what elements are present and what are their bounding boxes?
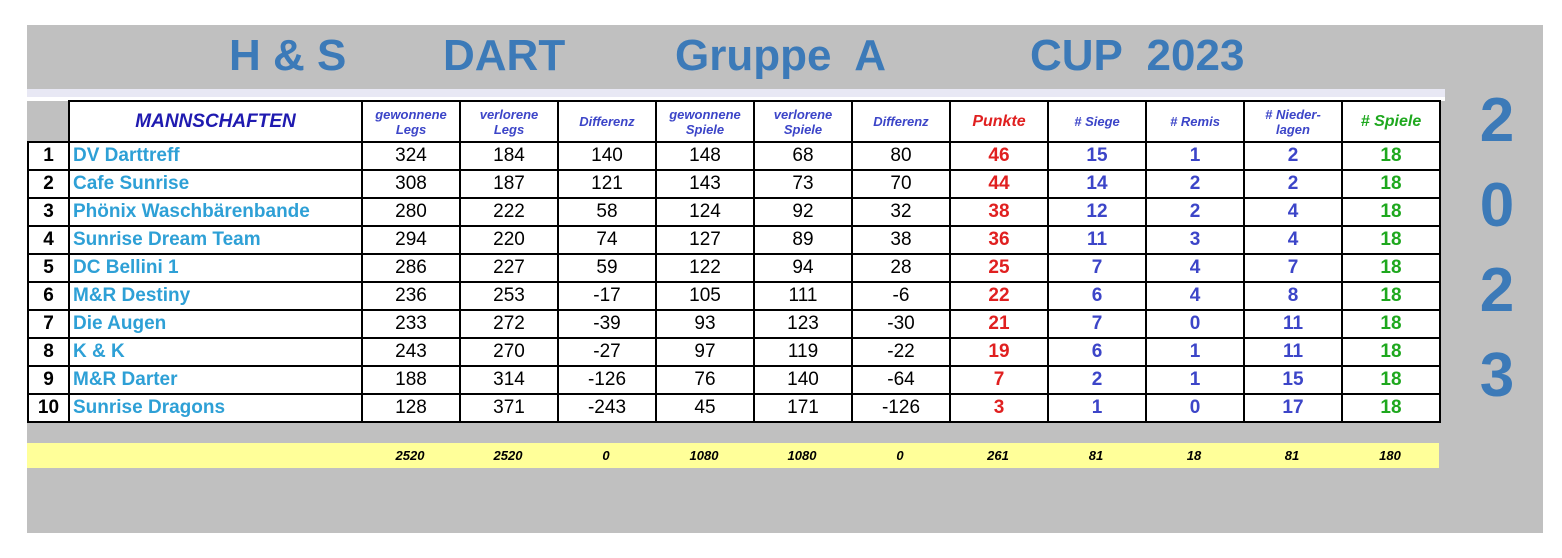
gewonnene-legs-cell[interactable]: 308	[362, 170, 460, 198]
differenz-spiele-cell[interactable]: 32	[852, 198, 950, 226]
differenz-spiele-cell[interactable]: 28	[852, 254, 950, 282]
gewonnene-spiele-cell[interactable]: 76	[656, 366, 754, 394]
header-mannschaften[interactable]: MANNSCHAFTEN	[69, 101, 362, 142]
verlorene-legs-cell[interactable]: 371	[460, 394, 558, 422]
remis-cell[interactable]: 0	[1146, 394, 1244, 422]
header-niederlagen[interactable]: # Nieder- lagen	[1244, 101, 1342, 142]
rank-cell[interactable]: 8	[28, 338, 69, 366]
gewonnene-legs-cell[interactable]: 286	[362, 254, 460, 282]
spiele-cell[interactable]: 18	[1342, 170, 1440, 198]
year-digit-3: 2	[1479, 256, 1515, 325]
siege-cell[interactable]: 14	[1048, 170, 1146, 198]
differenz-spiele-cell[interactable]: 38	[852, 226, 950, 254]
siege-cell[interactable]: 15	[1048, 142, 1146, 170]
rank-cell[interactable]: 1	[28, 142, 69, 170]
verlorene-legs-cell[interactable]: 314	[460, 366, 558, 394]
differenz-legs-cell[interactable]: 74	[558, 226, 656, 254]
rank-cell[interactable]: 2	[28, 170, 69, 198]
gewonnene-legs-cell[interactable]: 233	[362, 310, 460, 338]
header-verlorene-spiele[interactable]: verlorene Spiele	[754, 101, 852, 142]
table-row	[28, 366, 1440, 394]
differenz-spiele-cell[interactable]: 80	[852, 142, 950, 170]
title-hs: H & S	[229, 31, 347, 80]
differenz-legs-cell[interactable]: -243	[558, 394, 656, 422]
siege-cell[interactable]: 6	[1048, 338, 1146, 366]
table-row	[28, 170, 1440, 198]
team-name[interactable]: DV Darttreff	[69, 142, 362, 170]
punkte-cell[interactable]: 22	[950, 282, 1048, 310]
punkte-cell[interactable]: 21	[950, 310, 1048, 338]
verlorene-legs-cell[interactable]: 187	[460, 170, 558, 198]
differenz-legs-cell[interactable]: -39	[558, 310, 656, 338]
total-gewonnene-legs[interactable]: 2520	[395, 448, 425, 463]
niederlagen-cell[interactable]: 15	[1244, 366, 1342, 394]
punkte-cell[interactable]: 3	[950, 394, 1048, 422]
niederlagen-cell[interactable]: 11	[1244, 310, 1342, 338]
gewonnene-spiele-cell[interactable]: 127	[656, 226, 754, 254]
verlorene-legs-cell[interactable]: 184	[460, 142, 558, 170]
year-digit-2: 0	[1479, 171, 1515, 240]
niederlagen-cell[interactable]: 2	[1244, 142, 1342, 170]
differenz-spiele-cell[interactable]: -126	[852, 394, 950, 422]
verlorene-spiele-cell[interactable]: 171	[754, 394, 852, 422]
gewonnene-legs-cell[interactable]: 280	[362, 198, 460, 226]
verlorene-spiele-cell[interactable]: 68	[754, 142, 852, 170]
header-gewonnene-legs[interactable]: gewonnene Legs	[362, 101, 460, 142]
gewonnene-legs-cell[interactable]: 243	[362, 338, 460, 366]
team-name[interactable]: Cafe Sunrise	[69, 170, 362, 198]
siege-cell[interactable]: 1	[1048, 394, 1146, 422]
rank-cell[interactable]: 10	[28, 394, 69, 422]
header-verlorene-legs[interactable]: verlorene Legs	[460, 101, 558, 142]
differenz-spiele-cell[interactable]: -64	[852, 366, 950, 394]
spiele-cell[interactable]: 18	[1342, 366, 1440, 394]
header-punkte[interactable]: Punkte	[950, 101, 1048, 142]
differenz-legs-cell[interactable]: 59	[558, 254, 656, 282]
spiele-cell[interactable]: 18	[1342, 338, 1440, 366]
spiele-cell[interactable]: 18	[1342, 282, 1440, 310]
team-name[interactable]: DC Bellini 1	[69, 254, 362, 282]
spiele-cell[interactable]: 18	[1342, 142, 1440, 170]
gewonnene-spiele-cell[interactable]: 124	[656, 198, 754, 226]
title-dart: DART	[443, 31, 566, 80]
header-remis[interactable]: # Remis	[1146, 101, 1244, 142]
table-row	[28, 338, 1440, 366]
niederlagen-cell[interactable]: 2	[1244, 170, 1342, 198]
siege-cell[interactable]: 6	[1048, 282, 1146, 310]
remis-cell[interactable]: 4	[1146, 282, 1244, 310]
gewonnene-legs-cell[interactable]: 188	[362, 366, 460, 394]
rank-cell[interactable]: 6	[28, 282, 69, 310]
team-name[interactable]: K & K	[69, 338, 362, 366]
gewonnene-legs-cell[interactable]: 324	[362, 142, 460, 170]
title-cup: CUP 2023	[1030, 31, 1245, 80]
gewonnene-spiele-cell[interactable]: 105	[656, 282, 754, 310]
differenz-legs-cell[interactable]: 58	[558, 198, 656, 226]
totals-blank	[68, 443, 361, 468]
punkte-cell[interactable]: 36	[950, 226, 1048, 254]
gewonnene-legs-cell[interactable]: 236	[362, 282, 460, 310]
punkte-cell[interactable]: 25	[950, 254, 1048, 282]
gewonnene-legs-cell[interactable]: 128	[362, 394, 460, 422]
header-differenz-spiele[interactable]: Differenz	[852, 101, 950, 142]
header-row	[28, 101, 1440, 142]
punkte-cell[interactable]: 19	[950, 338, 1048, 366]
header-spiele[interactable]: # Spiele	[1342, 101, 1440, 142]
total-gewonnene-spiele[interactable]: 1080	[689, 448, 719, 463]
total-verlorene-legs[interactable]: 2520	[493, 448, 523, 463]
gewonnene-spiele-cell[interactable]: 97	[656, 338, 754, 366]
verlorene-spiele-cell[interactable]: 123	[754, 310, 852, 338]
verlorene-spiele-cell[interactable]: 89	[754, 226, 852, 254]
verlorene-legs-cell[interactable]: 270	[460, 338, 558, 366]
spiele-cell[interactable]: 18	[1342, 254, 1440, 282]
team-name[interactable]: Sunrise Dream Team	[69, 226, 362, 254]
gewonnene-spiele-cell[interactable]: 45	[656, 394, 754, 422]
year-digit-1: 2	[1479, 86, 1515, 155]
spiele-cell[interactable]: 18	[1342, 394, 1440, 422]
verlorene-spiele-cell[interactable]: 111	[754, 282, 852, 310]
verlorene-spiele-cell[interactable]: 92	[754, 198, 852, 226]
header-siege[interactable]: # Siege	[1048, 101, 1146, 142]
standings-table	[27, 100, 1441, 423]
siege-cell[interactable]: 2	[1048, 366, 1146, 394]
niederlagen-cell[interactable]: 11	[1244, 338, 1342, 366]
gewonnene-spiele-cell[interactable]: 93	[656, 310, 754, 338]
spiele-cell[interactable]: 18	[1342, 198, 1440, 226]
verlorene-spiele-cell[interactable]: 73	[754, 170, 852, 198]
standings-body	[28, 142, 1440, 422]
remis-cell[interactable]: 3	[1146, 226, 1244, 254]
table-row	[28, 226, 1440, 254]
gewonnene-spiele-cell[interactable]: 148	[656, 142, 754, 170]
niederlagen-cell[interactable]: 4	[1244, 226, 1342, 254]
differenz-legs-cell[interactable]: -126	[558, 366, 656, 394]
total-remis[interactable]: 18	[1186, 448, 1202, 463]
rank-cell[interactable]: 5	[28, 254, 69, 282]
header-corner	[28, 101, 69, 142]
verlorene-spiele-cell[interactable]: 94	[754, 254, 852, 282]
remis-cell[interactable]: 2	[1146, 198, 1244, 226]
gewonnene-spiele-cell[interactable]: 122	[656, 254, 754, 282]
verlorene-legs-cell[interactable]: 253	[460, 282, 558, 310]
niederlagen-cell[interactable]: 7	[1244, 254, 1342, 282]
total-spiele[interactable]: 180	[1379, 448, 1401, 463]
total-differenz-spiele[interactable]: 0	[896, 448, 904, 463]
title-gruppe: Gruppe A	[675, 31, 887, 80]
header-differenz-legs[interactable]: Differenz	[558, 101, 656, 142]
table-row	[28, 310, 1440, 338]
totals-blank	[27, 443, 68, 468]
siege-cell[interactable]: 7	[1048, 254, 1146, 282]
punkte-cell[interactable]: 7	[950, 366, 1048, 394]
remis-cell[interactable]: 2	[1146, 170, 1244, 198]
totals-row	[27, 443, 1439, 468]
punkte-cell[interactable]: 38	[950, 198, 1048, 226]
header-gewonnene-spiele[interactable]: gewonnene Spiele	[656, 101, 754, 142]
differenz-spiele-cell[interactable]: 70	[852, 170, 950, 198]
table-row	[28, 254, 1440, 282]
niederlagen-cell[interactable]: 8	[1244, 282, 1342, 310]
verlorene-legs-cell[interactable]: 272	[460, 310, 558, 338]
total-siege[interactable]: 81	[1088, 448, 1104, 463]
total-verlorene-spiele[interactable]: 1080	[787, 448, 817, 463]
differenz-spiele-cell[interactable]: -22	[852, 338, 950, 366]
niederlagen-cell[interactable]: 4	[1244, 198, 1342, 226]
differenz-spiele-cell[interactable]: -6	[852, 282, 950, 310]
table-row	[28, 282, 1440, 310]
table-row	[28, 394, 1440, 422]
year-digit-4: 3	[1479, 341, 1515, 410]
verlorene-legs-cell[interactable]: 220	[460, 226, 558, 254]
team-name[interactable]: Sunrise Dragons	[69, 394, 362, 422]
differenz-legs-cell[interactable]: 140	[558, 142, 656, 170]
total-differenz-legs[interactable]: 0	[602, 448, 610, 463]
punkte-cell[interactable]: 46	[950, 142, 1048, 170]
punkte-cell[interactable]: 44	[950, 170, 1048, 198]
rank-cell[interactable]: 3	[28, 198, 69, 226]
total-punkte[interactable]: 261	[987, 448, 1009, 463]
differenz-legs-cell[interactable]: 121	[558, 170, 656, 198]
rank-cell[interactable]: 7	[28, 310, 69, 338]
siege-cell[interactable]: 7	[1048, 310, 1146, 338]
header-band	[27, 89, 1445, 97]
verlorene-spiele-cell[interactable]: 140	[754, 366, 852, 394]
remis-cell[interactable]: 1	[1146, 142, 1244, 170]
team-name[interactable]: Die Augen	[69, 310, 362, 338]
team-name[interactable]: Phönix Waschbärenbande	[69, 198, 362, 226]
remis-cell[interactable]: 1	[1146, 338, 1244, 366]
total-niederlagen[interactable]: 81	[1284, 448, 1300, 463]
remis-cell[interactable]: 0	[1146, 310, 1244, 338]
differenz-legs-cell[interactable]: -17	[558, 282, 656, 310]
spiele-cell[interactable]: 18	[1342, 226, 1440, 254]
siege-cell[interactable]: 12	[1048, 198, 1146, 226]
page-title	[27, 25, 1447, 90]
siege-cell[interactable]: 11	[1048, 226, 1146, 254]
differenz-legs-cell[interactable]: -27	[558, 338, 656, 366]
table-row	[28, 198, 1440, 226]
niederlagen-cell[interactable]: 17	[1244, 394, 1342, 422]
rank-cell[interactable]: 9	[28, 366, 69, 394]
gewonnene-spiele-cell[interactable]: 143	[656, 170, 754, 198]
spiele-cell[interactable]: 18	[1342, 310, 1440, 338]
gewonnene-legs-cell[interactable]: 294	[362, 226, 460, 254]
table-row	[28, 142, 1440, 170]
remis-cell[interactable]: 1	[1146, 366, 1244, 394]
spreadsheet-area	[27, 25, 1543, 533]
verlorene-spiele-cell[interactable]: 119	[754, 338, 852, 366]
remis-cell[interactable]: 4	[1146, 254, 1244, 282]
team-name[interactable]: M&R Darter	[69, 366, 362, 394]
verlorene-legs-cell[interactable]: 222	[460, 198, 558, 226]
verlorene-legs-cell[interactable]: 227	[460, 254, 558, 282]
differenz-spiele-cell[interactable]: -30	[852, 310, 950, 338]
rank-cell[interactable]: 4	[28, 226, 69, 254]
team-name[interactable]: M&R Destiny	[69, 282, 362, 310]
